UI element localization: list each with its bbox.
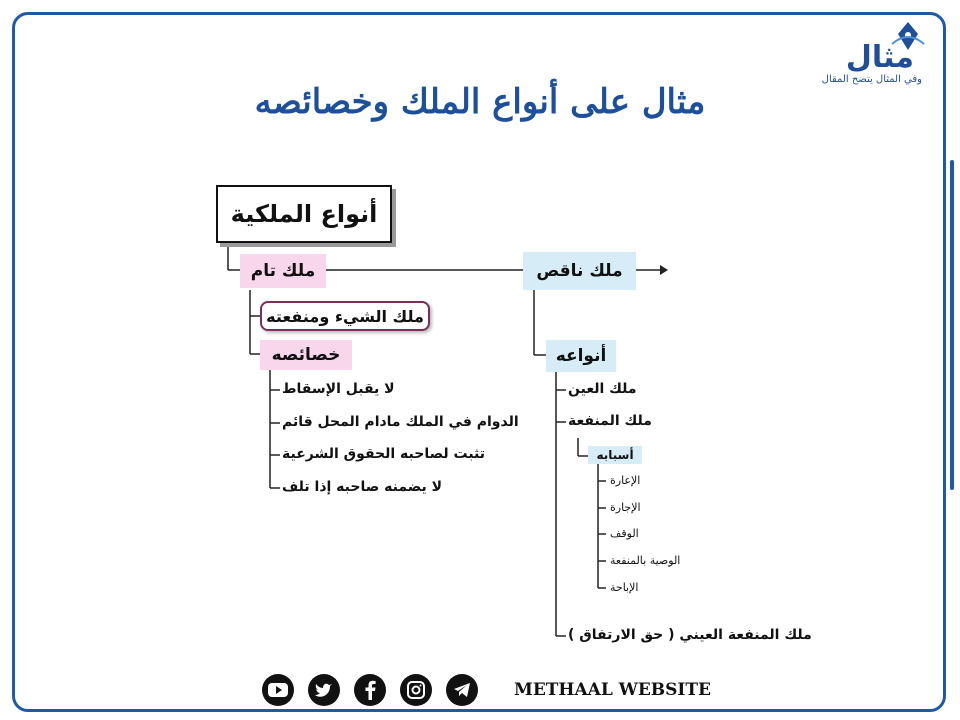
footer-website-text: METHAAL WEBSITE — [514, 680, 711, 700]
instagram-icon[interactable] — [400, 674, 432, 706]
cause-item: الإعارة — [610, 474, 641, 487]
cause-item: الوصية بالمنفعة — [610, 554, 681, 567]
causes-node: أسبابه — [588, 446, 642, 464]
twitter-icon[interactable] — [308, 674, 340, 706]
facebook-icon[interactable] — [354, 674, 386, 706]
cause-item: الإباحة — [610, 581, 639, 594]
cause-item: الإجارة — [610, 501, 641, 514]
property-item: لا يضمنه صاحبه إذا تلف — [282, 479, 443, 495]
cause-item: الوقف — [610, 527, 639, 540]
footer — [262, 672, 711, 708]
youtube-icon[interactable] — [262, 674, 294, 706]
full-properties-node: خصائصه — [260, 340, 352, 370]
type-item: ملك المنفعة — [568, 413, 652, 429]
type-item: ملك العين — [568, 381, 637, 397]
easement-item: ملك المنفعة العيني ( حق الارتفاق ) — [568, 627, 812, 643]
property-item: لا يقبل الإسقاط — [282, 381, 395, 397]
partial-types-node: أنواعه — [546, 340, 616, 372]
telegram-icon[interactable] — [446, 674, 478, 706]
property-item: الدوام في الملك مادام المحل قائم — [282, 414, 519, 430]
logo-tagline: وفي المثال يتضح المقال — [821, 74, 922, 85]
full-ownership-node: ملك تام — [240, 254, 326, 288]
root-node: أنواع الملكية — [216, 185, 392, 243]
full-thing-node: ملك الشيء ومنفعته — [260, 301, 430, 331]
logo-brand: مثال — [845, 40, 914, 75]
page-title: مثال على أنواع الملك وخصائصه — [254, 82, 706, 122]
property-item: تثبت لصاحبه الحقوق الشرعية — [282, 446, 486, 462]
partial-ownership-node: ملك ناقص — [523, 252, 636, 290]
